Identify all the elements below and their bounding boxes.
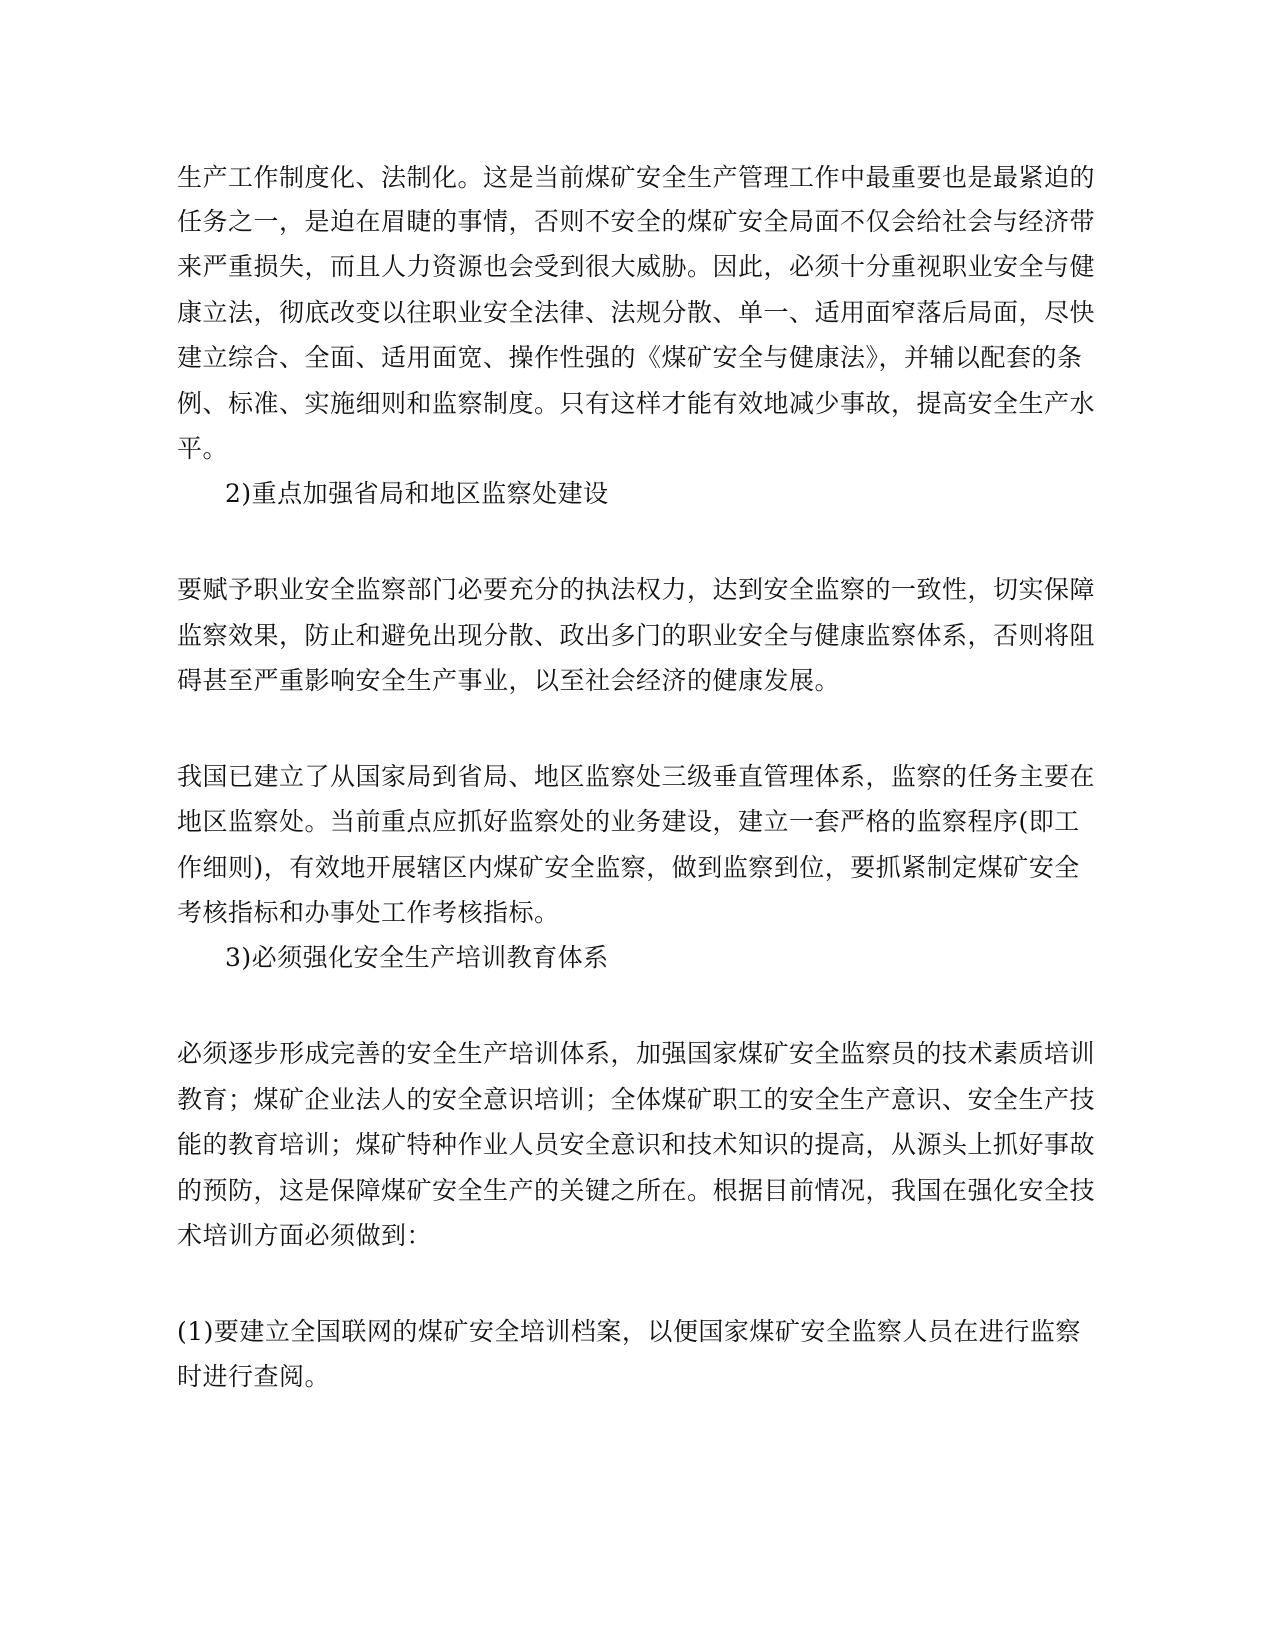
paragraph-line: (1)要建立全国联网的煤矿安全培训档案，以便国家煤矿安全监察人员在进行监察 (177, 1317, 1081, 1346)
paragraph-line: 碍甚至严重影响安全生产事业，以至社会经济的健康发展。 (177, 666, 841, 695)
section-heading: 3)必须强化安全生产培训教育体系 (225, 943, 609, 972)
paragraph-line: 生产工作制度化、法制化。这是当前煤矿安全生产管理工作中最重要也是最紧迫的 (177, 163, 1096, 192)
paragraph-line: 来严重损失，而且人力资源也会受到很大威胁。因此，必须十分重视职业安全与健 (177, 252, 1096, 281)
paragraph-line: 任务之一，是迫在眉睫的事情，否则不安全的煤矿安全局面不仅会给社会与经济带 (177, 207, 1096, 236)
paragraph-line: 能的教育培训；煤矿特种作业人员安全意识和技术知识的提高，从源头上抓好事故 (177, 1130, 1096, 1159)
paragraph-line: 的预防，这是保障煤矿安全生产的关键之所在。根据目前情况，我国在强化安全技 (177, 1176, 1096, 1205)
paragraph-line: 考核指标和办事处工作考核指标。 (177, 898, 560, 927)
paragraph-line: 时进行查阅。 (177, 1362, 331, 1391)
paragraph-line: 监察效果，防止和避免出现分散、政出多门的职业安全与健康监察体系，否则将阻 (177, 621, 1096, 650)
paragraph-line: 必须逐步形成完善的安全生产培训体系，加强国家煤矿安全监察员的技术素质培训 (177, 1039, 1096, 1068)
paragraph-line: 术培训方面必须做到： (177, 1221, 433, 1250)
paragraph-line: 建立综合、全面、适用面宽、操作性强的《煤矿安全与健康法》，并辅以配套的条 (177, 343, 1083, 372)
paragraph-line: 例、标准、实施细则和监察制度。只有这样才能有效地减少事故，提高安全生产水 (177, 389, 1096, 418)
paragraph-line: 康立法，彻底改变以往职业安全法律、法规分散、单一、适用面窄落后局面，尽快 (177, 298, 1096, 327)
paragraph-line: 我国已建立了从国家局到省局、地区监察处三级垂直管理体系，监察的任务主要在 (177, 762, 1096, 791)
paragraph-line: 教育；煤矿企业法人的安全意识培训；全体煤矿职工的安全生产意识、安全生产技 (177, 1085, 1096, 1114)
paragraph-line: 作细则)，有效地开展辖区内煤矿安全监察，做到监察到位，要抓紧制定煤矿安全 (177, 853, 1080, 882)
paragraph-line: 要赋予职业安全监察部门必要充分的执法权力，达到安全监察的一致性，切实保障 (177, 575, 1096, 604)
paragraph-line: 地区监察处。当前重点应抓好监察处的业务建设，建立一套严格的监察程序(即工 (177, 807, 1080, 836)
section-heading: 2)重点加强省局和地区监察处建设 (225, 479, 609, 508)
paragraph-line: 平。 (177, 434, 229, 463)
